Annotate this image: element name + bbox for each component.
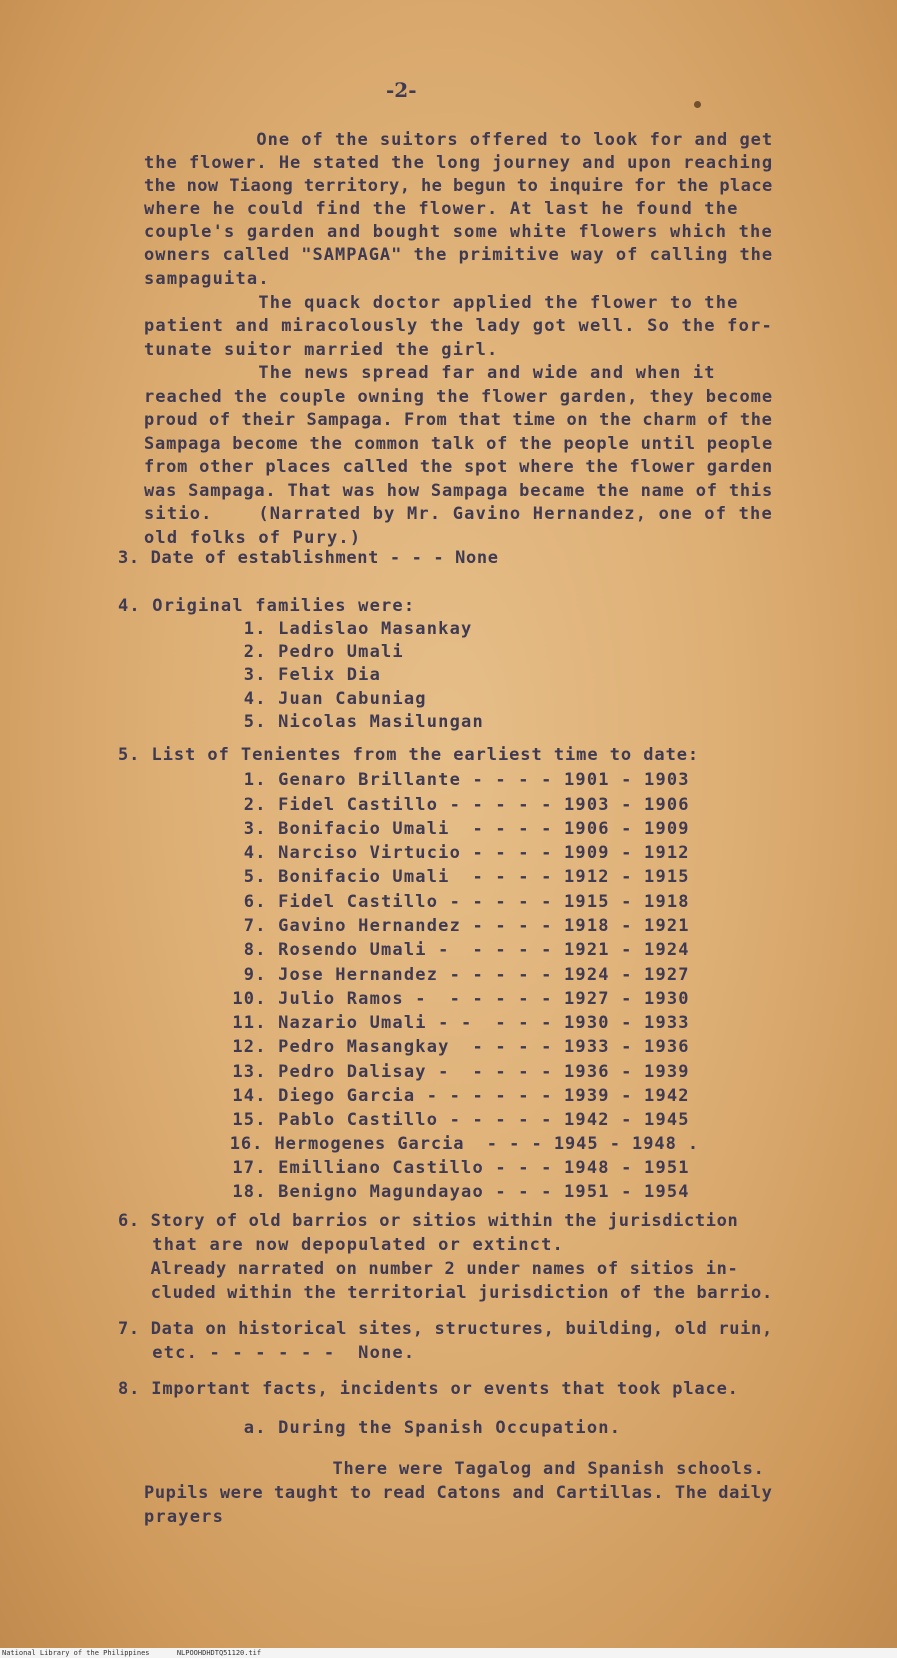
text-line: 7. Data on historical sites, structures, building, old ruin,: [118, 1319, 773, 1339]
text-line: was Sampaga. That was how Sampaga became the name of this: [144, 481, 773, 501]
page-number: -2-: [386, 78, 417, 102]
text-line: reached the couple owning the flower garden, they become: [144, 387, 774, 407]
text-line: There were Tagalog and Spanish schools.: [144, 1459, 765, 1479]
text-line: 4. Narciso Virtucio - - - - 1909 - 1912: [118, 843, 690, 863]
text-line: owners called "SAMPAGA" the primitive way of calling the: [144, 245, 774, 265]
text-line: 12. Pedro Masangkay - - - - 1933 - 1936: [118, 1037, 690, 1057]
text-line: 8. Important facts, incidents or events that took place.: [118, 1379, 739, 1399]
text-line: 11. Nazario Umali - - - - - 1930 - 1933: [118, 1013, 690, 1033]
text-line: 6. Fidel Castillo - - - - - 1915 - 1918: [118, 892, 690, 912]
text-line: 5. Nicolas Masilungan: [118, 712, 484, 732]
text-line: etc. - - - - - - None.: [118, 1343, 416, 1363]
text-line: prayers: [144, 1507, 225, 1527]
footer-file: NLPOOHDHDTQ51120.tif: [176, 1649, 262, 1657]
text-line: 2. Pedro Umali: [118, 642, 404, 662]
text-line: 5. Bonifacio Umali - - - - 1912 - 1915: [118, 867, 690, 887]
text-line: The news spread far and wide and when it: [144, 363, 716, 383]
text-line: sitio. (Narrated by Mr. Gavino Hernandez, one of the: [144, 504, 773, 524]
scan-footer: [0, 1648, 897, 1658]
text-line: patient and miracolously the lady got well. So the for-: [144, 316, 773, 336]
text-line: 16. Hermogenes Garcia - - - 1945 - 1948 .: [118, 1134, 700, 1154]
text-line: 13. Pedro Dalisay - - - - - 1936 - 1939: [118, 1062, 690, 1082]
text-line: 2. Fidel Castillo - - - - - 1903 - 1906: [118, 795, 690, 815]
text-line: the now Tiaong territory, he begun to inquire for the place: [144, 176, 773, 196]
text-line: from other places called the spot where the flower garden: [144, 457, 773, 477]
text-line: 4. Juan Cabuniag: [118, 689, 427, 709]
text-line: One of the suitors offered to look for and get: [144, 130, 774, 150]
text-line: 4. Original families were:: [118, 596, 416, 616]
text-line: 10. Julio Ramos - - - - - - 1927 - 1930: [118, 989, 690, 1009]
text-line: where he could find the flower. At last he found the: [144, 199, 739, 219]
text-line: Already narrated on number 2 under names of sitios in-: [118, 1259, 739, 1279]
text-line: The quack doctor applied the flower to the: [144, 293, 739, 313]
text-line: a. During the Spanish Occupation.: [118, 1418, 622, 1438]
text-line: 1. Ladislao Masankay: [118, 619, 473, 639]
text-line: the flower. He stated the long journey and upon reaching: [144, 153, 774, 173]
text-line: 3. Felix Dia: [118, 665, 382, 685]
text-line: 18. Benigno Magundayao - - - 1951 - 1954: [118, 1182, 690, 1202]
text-line: 9. Jose Hernandez - - - - - 1924 - 1927: [118, 965, 690, 985]
text-line: old folks of Pury.): [144, 528, 362, 548]
text-line: proud of their Sampaga. From that time on the charm of the: [144, 410, 773, 430]
text-line: 3. Bonifacio Umali - - - - 1906 - 1909: [118, 819, 690, 839]
text-line: 14. Diego Garcia - - - - - - 1939 - 1942: [118, 1086, 690, 1106]
text-line: sampaguita.: [144, 269, 270, 289]
text-line: 15. Pablo Castillo - - - - - 1942 - 1945: [118, 1110, 690, 1130]
text-line: Pupils were taught to read Catons and Cartillas. The daily: [144, 1483, 773, 1503]
text-line: 6. Story of old barrios or sitios within the jurisdiction: [118, 1211, 739, 1231]
ink-spot: [694, 101, 701, 108]
footer-source: National Library of the Philippines: [2, 1649, 150, 1657]
text-line: couple's garden and bought some white flowers which the: [144, 222, 773, 242]
text-line: 1. Genaro Brillante - - - - 1901 - 1903: [118, 770, 690, 790]
text-line: 3. Date of establishment - - - None: [118, 548, 499, 568]
text-line: 5. List of Tenientes from the earliest time to date:: [118, 745, 700, 765]
text-line: Sampaga become the common talk of the people until people: [144, 434, 773, 454]
text-line: 17. Emilliano Castillo - - - 1948 - 1951: [118, 1158, 690, 1178]
text-line: that are now depopulated or extinct.: [118, 1235, 564, 1255]
text-line: tunate suitor married the girl.: [144, 340, 499, 360]
text-line: cluded within the territorial jurisdiction of the barrio.: [118, 1283, 773, 1303]
text-line: 8. Rosendo Umali - - - - - 1921 - 1924: [118, 940, 690, 960]
text-line: 7. Gavino Hernandez - - - - 1918 - 1921: [118, 916, 690, 936]
